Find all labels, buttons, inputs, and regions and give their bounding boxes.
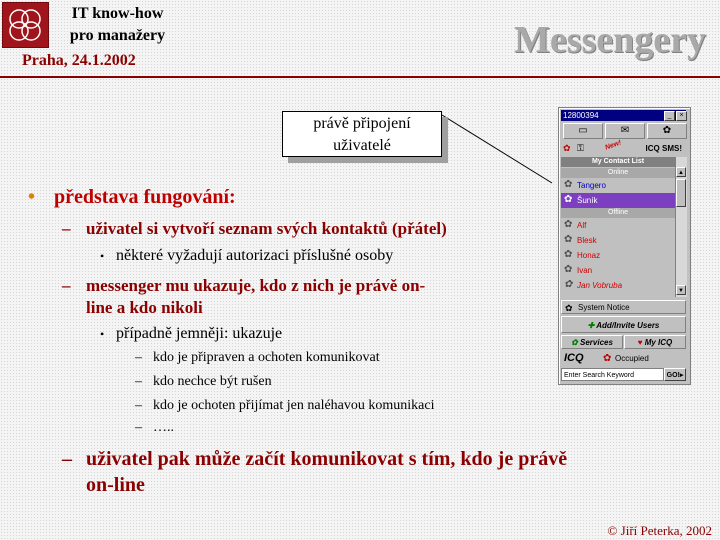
- list-item-text: případně jemněji: ukazuje: [116, 325, 283, 342]
- list-item-text: kdo nechce být rušen: [153, 374, 272, 389]
- mail-icon[interactable]: ✉: [605, 123, 645, 139]
- add-user-icon: ✚: [587, 321, 597, 330]
- contact-row[interactable]: [561, 218, 675, 233]
- close-button[interactable]: ×: [676, 111, 687, 121]
- key-icon[interactable]: ⚿: [577, 143, 584, 153]
- my-icq-label: My ICQ: [644, 338, 673, 347]
- status-bar: [561, 351, 686, 366]
- online-group-label: Online: [561, 168, 675, 178]
- contact-list-header: My Contact List: [561, 157, 675, 167]
- list-item-text: messenger mu ukazuje, kdo z nich je právě on-: [86, 276, 426, 295]
- add-invite-label: Add/Invite Users: [596, 321, 660, 330]
- contact-row[interactable]: [561, 233, 675, 248]
- contact-row[interactable]: [561, 263, 675, 278]
- search-input[interactable]: Enter Search Keyword: [561, 368, 664, 381]
- contact-name: Šuník: [577, 196, 598, 205]
- callout-box: [282, 111, 442, 157]
- status-flower-icon: ✿: [564, 249, 573, 260]
- system-notice-label: System Notice: [578, 303, 630, 312]
- list-item-text: uživatel si vytvoří seznam svých kontaktů (přátel): [86, 219, 447, 238]
- event-date: Praha, 24.1.2002: [22, 52, 136, 69]
- list-item-text: uživatel pak může začít komunikovat s tím, kdo je právě: [86, 448, 568, 470]
- status-flower-icon: ✿: [564, 219, 573, 230]
- list-item: [135, 398, 435, 414]
- icq-window: [558, 107, 691, 385]
- list-item-text-cont: line a kdo nikoli: [86, 298, 203, 317]
- contact-name: Honaz: [577, 251, 601, 260]
- list-item: [100, 247, 394, 265]
- bullet-icon: •: [28, 186, 36, 208]
- minimize-button[interactable]: _: [664, 111, 675, 121]
- list-item: [135, 350, 380, 366]
- scroll-thumb[interactable]: [676, 179, 686, 207]
- status-flower-icon: ✿: [564, 279, 573, 290]
- contact-row[interactable]: [561, 278, 675, 293]
- callout-line1: právě připojení: [313, 115, 411, 132]
- dash-icon: –: [62, 219, 71, 238]
- copyright: © Jiří Peterka, 2002: [607, 523, 712, 538]
- services-label: Services: [580, 338, 613, 347]
- icq-logo: ICQ: [564, 352, 584, 364]
- list-item: [135, 420, 174, 436]
- dash-icon: –: [135, 374, 142, 389]
- list-item-text-cont: on-line: [86, 474, 145, 496]
- status-flower-icon: ✿: [564, 234, 573, 245]
- list-item-text: …..: [153, 420, 174, 435]
- status-flower-icon: ✿: [564, 194, 573, 205]
- list-item-text: představa fungování:: [54, 186, 236, 208]
- add-invite-users-button[interactable]: [561, 316, 686, 333]
- organizer-line2: pro manažery: [69, 27, 166, 44]
- status-button[interactable]: Occupied: [615, 354, 649, 363]
- bullet-icon: •: [100, 327, 105, 341]
- heart-icon: ♥: [637, 338, 645, 347]
- play-icon: ▸: [679, 372, 684, 379]
- icq-uin: 12800394: [563, 111, 599, 120]
- list-item: [62, 218, 447, 240]
- flower-icon: ✿: [565, 303, 573, 313]
- contact-scrollbar[interactable]: [675, 157, 687, 297]
- list-item: [62, 446, 568, 496]
- people-icon[interactable]: ✿: [563, 143, 571, 153]
- contact-row-selected[interactable]: [561, 193, 675, 208]
- my-icq-button[interactable]: [624, 335, 686, 349]
- bullet-icon: •: [100, 249, 105, 263]
- contact-name: Jan Vobruba: [577, 281, 623, 290]
- scroll-down-icon[interactable]: ▼: [676, 285, 686, 295]
- callout-line2: uživatelé: [333, 137, 391, 154]
- list-item: [135, 374, 272, 390]
- services-button[interactable]: [561, 335, 623, 349]
- go-button[interactable]: [664, 368, 686, 381]
- list-item: [62, 275, 426, 317]
- status-flower-icon[interactable]: ✿: [603, 353, 612, 364]
- dash-icon: –: [135, 420, 142, 435]
- scroll-up-icon[interactable]: ▲: [676, 167, 686, 177]
- status-flower-icon: ✿: [564, 264, 573, 275]
- contact-list: [561, 168, 675, 297]
- dash-icon: –: [62, 276, 71, 295]
- contact-name: Ivan: [577, 266, 593, 275]
- icq-sms-bar: [561, 141, 686, 156]
- dash-icon: –: [62, 448, 72, 470]
- contact-name: Blesk: [577, 236, 597, 245]
- icq-toolbar: [561, 123, 686, 139]
- flower-icon[interactable]: ✿: [647, 123, 687, 139]
- new-badge: New!: [604, 139, 623, 152]
- contact-name: Tangero: [577, 181, 606, 190]
- go-label: GO!: [666, 372, 680, 379]
- contact-row[interactable]: [561, 248, 675, 263]
- offline-group-label: Offline: [561, 208, 675, 218]
- page-title: Messengery: [513, 19, 706, 61]
- services-icon: ✿: [571, 338, 580, 347]
- sms-link[interactable]: ICQ SMS!: [645, 144, 682, 153]
- dash-icon: –: [135, 350, 142, 365]
- list-item: [100, 325, 283, 343]
- list-item-text: kdo je připraven a ochoten komunikovat: [153, 350, 380, 365]
- contact-row[interactable]: [561, 178, 675, 193]
- system-notice-button[interactable]: [561, 300, 686, 314]
- message-icon[interactable]: ▭: [563, 123, 603, 139]
- dash-icon: –: [135, 398, 142, 413]
- list-item-text: kdo je ochoten přijímat jen naléhavou komunikaci: [153, 398, 435, 413]
- list-item-text: některé vyžadují autorizaci příslušné osoby: [116, 247, 394, 264]
- status-flower-icon: ✿: [564, 179, 573, 190]
- organizer-line1: IT know-how: [71, 5, 164, 22]
- contact-name: Alf: [577, 221, 587, 230]
